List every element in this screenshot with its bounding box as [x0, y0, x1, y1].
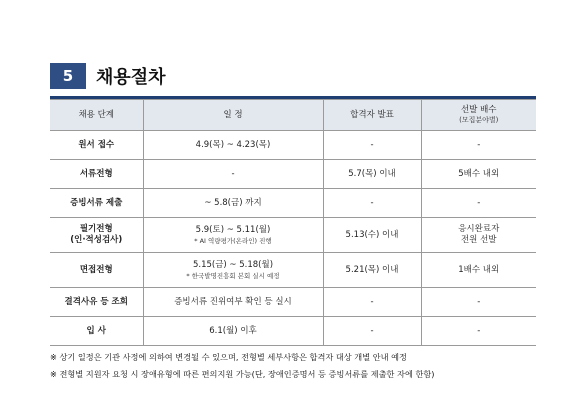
- announce-cell: -: [323, 317, 421, 346]
- header-stage: 채용 단계: [50, 100, 143, 131]
- table-row: [50, 288, 536, 317]
- table-row: [50, 218, 536, 253]
- announce-cell: 5.21(목) 이내: [323, 253, 421, 288]
- table-row: [50, 160, 536, 189]
- schedule-note: * 한국발명진흥회 본회 실시 예정: [186, 272, 280, 281]
- header-multiple-label: 선발 배수: [460, 105, 497, 116]
- stage-cell: 면접전형: [50, 253, 143, 288]
- section-number-badge: 5: [50, 63, 86, 89]
- multiple-cell: -: [421, 317, 536, 346]
- header-multiple-sub: (모집분야별): [459, 115, 499, 124]
- footnotes: [50, 349, 550, 383]
- stage-cell: 입 사: [50, 317, 143, 346]
- stage-cell: 서류전형: [50, 160, 143, 189]
- multiple-cell: -: [421, 288, 536, 317]
- multiple-cell: [421, 218, 536, 253]
- footnote: ※ 전형별 지원자 요청 시 장애유형에 따른 편의지원 가능(단, 장애인증명서 등 증빙서류를 제출한 자에 한함): [50, 369, 435, 379]
- schedule-cell: ~ 5.8(금) 까지: [143, 189, 323, 218]
- table-row: [50, 189, 536, 218]
- schedule-cell: [143, 253, 323, 288]
- recruitment-process-table: [50, 99, 536, 346]
- multiple-cell: -: [421, 131, 536, 160]
- table-row: [50, 253, 536, 288]
- footnote: ※ 상기 일정은 기관 사정에 의하여 변경될 수 있으며, 전형별 세부사항은 합격자 대상 개별 안내 예정: [50, 352, 407, 362]
- multiple-label-2: 전원 선발: [460, 235, 497, 245]
- section-title: 채용절차: [96, 67, 166, 88]
- header-schedule: 일 정: [143, 100, 323, 131]
- table-row: [50, 131, 536, 160]
- multiple-cell: -: [421, 189, 536, 218]
- stage-cell: 원서 접수: [50, 131, 143, 160]
- announce-cell: -: [323, 131, 421, 160]
- schedule-cell: 6.1(월) 이후: [143, 317, 323, 346]
- table-header-row: [50, 100, 536, 131]
- stage-cell: 결격사유 등 조회: [50, 288, 143, 317]
- schedule-note: * AI 역량평가(온라인) 진행: [194, 237, 272, 246]
- multiple-cell: 1배수 내외: [421, 253, 536, 288]
- announce-cell: 5.7(목) 이내: [323, 160, 421, 189]
- header-multiple: [421, 100, 536, 131]
- stage-cell: 증빙서류 제출: [50, 189, 143, 218]
- announce-cell: 5.13(수) 이내: [323, 218, 421, 253]
- multiple-label: 응시완료자: [458, 224, 500, 235]
- section-header: [50, 62, 166, 90]
- schedule-date: 5.15(금) ~ 5.18(월): [192, 259, 274, 270]
- schedule-date: 5.9(토) ~ 5.11(월): [195, 224, 271, 235]
- announce-cell: -: [323, 189, 421, 218]
- stage-label-2: (인·적성검사): [70, 235, 123, 245]
- header-announce: 합격자 발표: [323, 100, 421, 131]
- schedule-cell: 4.9(목) ~ 4.23(목): [143, 131, 323, 160]
- schedule-cell: 증빙서류 진위여부 확인 등 실시: [143, 288, 323, 317]
- schedule-cell: [143, 218, 323, 253]
- announce-cell: -: [323, 288, 421, 317]
- table-row: [50, 317, 536, 346]
- stage-label: 필기전형: [79, 224, 113, 235]
- stage-cell: [50, 218, 143, 253]
- schedule-cell: -: [143, 160, 323, 189]
- multiple-cell: 5배수 내외: [421, 160, 536, 189]
